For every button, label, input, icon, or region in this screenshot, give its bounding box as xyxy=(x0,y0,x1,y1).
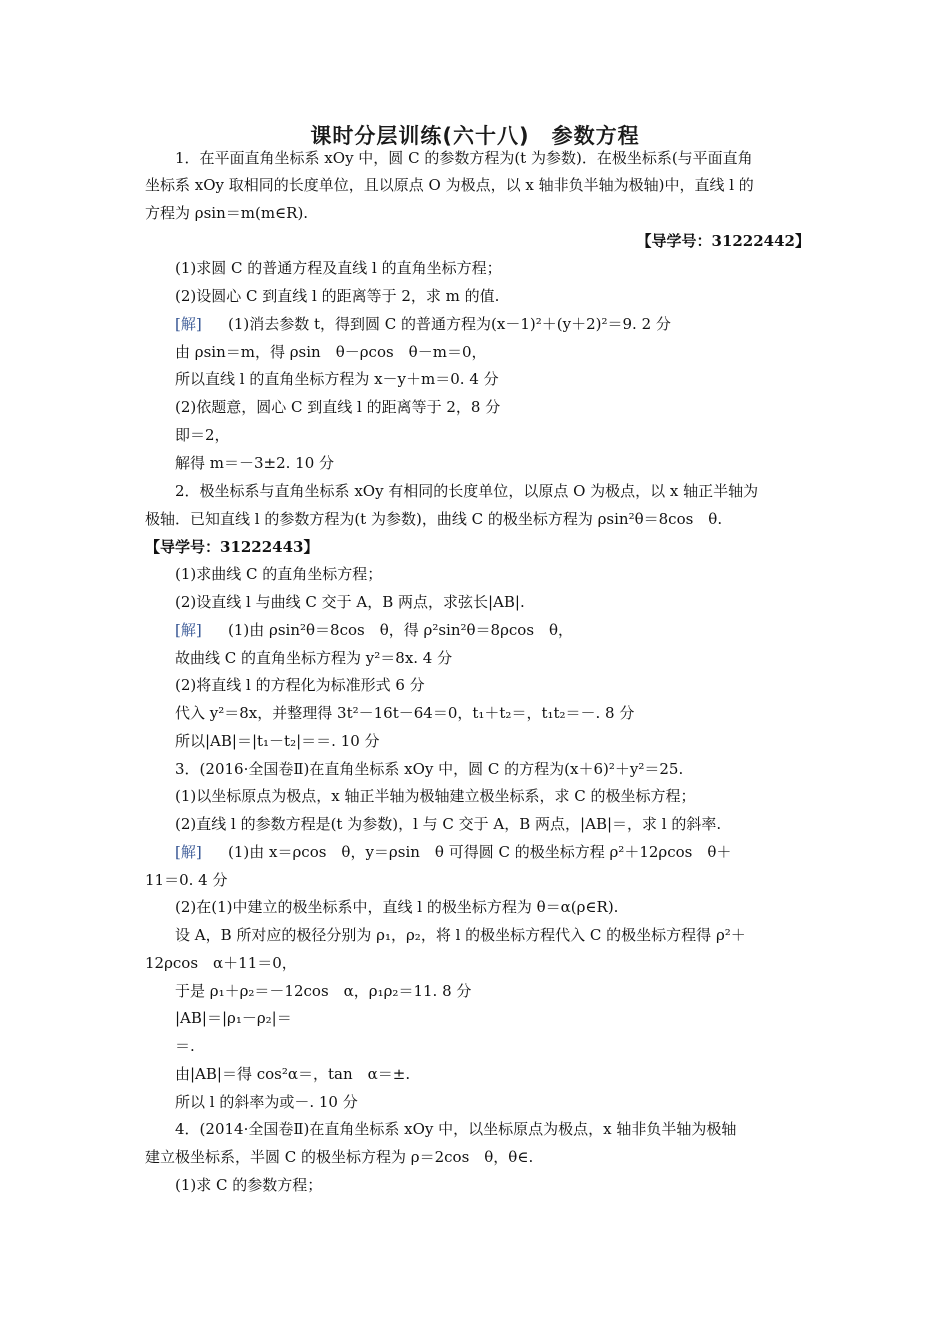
q3-solution-2: (2)在(1)中建立的极坐标系中，直线 l 的极坐标方程为 θ＝α(ρ∈R). xyxy=(175,898,619,916)
q1-part-1: (1)求圆 C 的普通方程及直线 l 的直角坐标方程； xyxy=(175,259,502,277)
q1-solution-5: 即＝2， xyxy=(175,426,230,444)
q1-solution-tag: [解] xyxy=(175,315,202,333)
q4-line-1: 4．(2014·全国卷Ⅱ)在直角坐标系 xOy 中，以坐标原点为极点，x 轴非负半轴为极轴 xyxy=(175,1120,737,1138)
q1-solution-6: 解得 m＝－3±2. 10 分 xyxy=(175,454,335,472)
q3-part-2: (2)直线 l 的参数方程是(t 为参数)，l 与 C 交于 A，B 两点，|AB|＝，求 l 的斜率. xyxy=(175,815,722,833)
q1-line-2: 坐标系 xOy 取相同的长度单位，且以原点 O 为极点，以 x 轴非负半轴为极轴)中，直线 l 的 xyxy=(145,176,754,194)
q3-part-1: (1)以坐标原点为极点，x 轴正半轴为极轴建立极坐标系，求 C 的极坐标方程； xyxy=(175,787,696,805)
q4-line-2: 建立极坐标系，半圆 C 的极坐标方程为 ρ＝2cos θ，θ∈. xyxy=(145,1148,534,1166)
q1-line-1: 1．在平面直角坐标系 xOy 中，圆 C 的参数方程为(t 为参数)．在极坐标系(与平面直角 xyxy=(175,149,753,167)
q3-solution-1-cont: 11＝0. 4 分 xyxy=(145,871,228,889)
q1-line-3: 方程为 ρsin＝m(m∈R). xyxy=(145,204,309,222)
q2-solution-2: 故曲线 C 的直角坐标方程为 y²＝8x. 4 分 xyxy=(175,649,453,667)
q2-line-1: 2．极坐标系与直角坐标系 xOy 有相同的长度单位，以原点 O 为极点，以 x 轴正半轴为 xyxy=(175,482,759,500)
q2-reference-number: 【导学号：31222443】 xyxy=(145,538,319,556)
q3-solution-8: 所以 l 的斜率为或－. 10 分 xyxy=(175,1093,358,1111)
q1-solution-4: (2)依题意，圆心 C 到直线 l 的距离等于 2，8 分 xyxy=(175,398,501,416)
q3-solution-tag: [解] xyxy=(175,843,202,861)
q2-solution-5: 所以|AB|＝|t₁－t₂|＝＝. 10 分 xyxy=(175,732,380,750)
q3-solution-7: 由|AB|＝得 cos²α＝，tan α＝±. xyxy=(175,1065,411,1083)
q3-solution-3-cont: 12ρcos α＋11＝0， xyxy=(145,954,297,972)
q2-solution-tag: [解] xyxy=(175,621,202,639)
q2-part-2: (2)设直线 l 与曲线 C 交于 A，B 两点，求弦长|AB|. xyxy=(175,593,525,611)
q2-solution-3: (2)将直线 l 的方程化为标准形式 6 分 xyxy=(175,676,425,694)
q1-solution-3: 所以直线 l 的直角坐标方程为 x－y＋m＝0. 4 分 xyxy=(175,370,499,388)
q3-solution-4: 于是 ρ₁＋ρ₂＝－12cos α，ρ₁ρ₂＝11. 8 分 xyxy=(175,982,472,1000)
q3-solution-6: ＝. xyxy=(175,1037,195,1055)
q2-solution-4: 代入 y²＝8x，并整理得 3t²－16t－64＝0，t₁＋t₂＝，t₁t₂＝－. 8 分 xyxy=(175,704,635,722)
q1-part-2: (2)设圆心 C 到直线 l 的距离等于 2，求 m 的值. xyxy=(175,287,500,305)
q1-solution-1: (1)消去参数 t，得到圆 C 的普通方程为(x－1)²＋(y＋2)²＝9. 2 分 xyxy=(228,315,671,333)
q2-part-1: (1)求曲线 C 的直角坐标方程； xyxy=(175,565,383,583)
q1-solution-2: 由 ρsin＝m，得 ρsin θ－ρcos θ－m＝0， xyxy=(175,343,487,361)
q4-part-1: (1)求 C 的参数方程； xyxy=(175,1176,323,1194)
q3-line-1: 3．(2016·全国卷Ⅱ)在直角坐标系 xOy 中，圆 C 的方程为(x＋6)²＋y²＝25. xyxy=(175,760,684,778)
q2-line-2: 极轴．已知直线 l 的参数方程为(t 为参数)，曲线 C 的极坐标方程为 ρsin²θ＝8cos θ. xyxy=(145,510,723,528)
q2-solution-1: (1)由 ρsin²θ＝8cos θ，得 ρ²sin²θ＝8ρcos θ， xyxy=(228,621,574,639)
q3-solution-1: (1)由 x＝ρcos θ，y＝ρsin θ 可得圆 C 的极坐标方程 ρ²＋12ρcos θ＋ xyxy=(228,843,732,861)
q1-reference-number: 【导学号：31222442】 xyxy=(636,232,810,250)
q3-solution-5: |AB|＝|ρ₁－ρ₂|＝ xyxy=(175,1009,292,1027)
q3-solution-3: 设 A，B 所对应的极径分别为 ρ₁，ρ₂，将 l 的极坐标方程代入 C 的极坐标方程得 ρ²＋ xyxy=(175,926,746,944)
page-title: 课时分层训练(六十八) 参数方程 xyxy=(310,124,640,148)
